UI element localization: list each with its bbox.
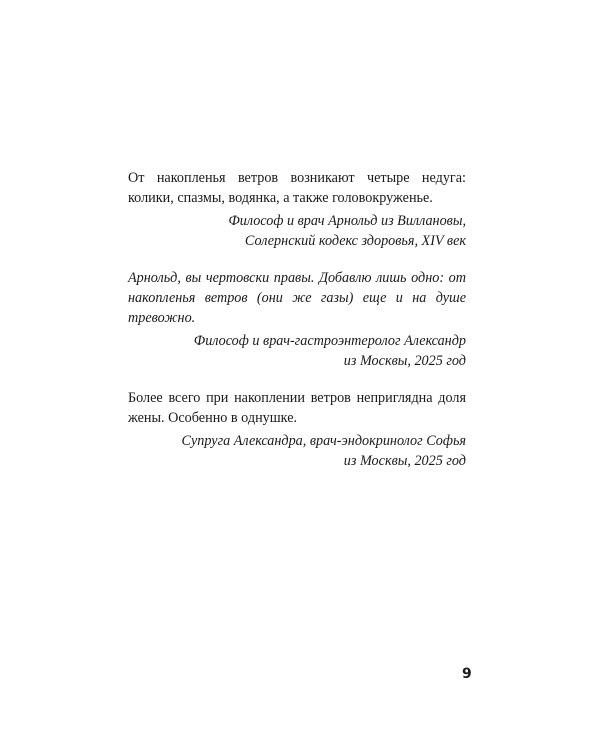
epigraph-attribution [128, 211, 466, 251]
attribution-line: Солернский кодекс здоровья, XIV век [244, 233, 466, 249]
epigraph-attribution [128, 331, 466, 371]
epigraph-arnold [128, 168, 466, 251]
attribution-line: Философ и врач-гастроэнтеролог Александр [193, 333, 466, 349]
epigraph-attribution [128, 431, 466, 471]
epigraphs-block [128, 168, 466, 488]
epigraph-text: Более всего при накоплении ветров непригляднa доля жены. Особенно в однушке. [128, 390, 466, 426]
epigraph-text: Арнольд, вы чертовски правы. Добавлю лишь одно: от накопленья ветров (они же газы) еще и на душе тревожно. [128, 270, 466, 326]
attribution-line: Супруга Александра, врач-эндокринолог Софья [181, 433, 466, 449]
attribution-line: Философ и врач Арнольд из Виллановы, [228, 213, 466, 229]
epigraph-text: От накопленья ветров возникают четыре недуга: колики, спазмы, водянка, а также головокруженье. [128, 170, 466, 206]
epigraph-sofya [128, 388, 466, 471]
page-number: 9 [462, 666, 472, 682]
epigraph-alexander [128, 268, 466, 371]
attribution-line: из Москвы, 2025 год [343, 453, 466, 469]
attribution-line: из Москвы, 2025 год [343, 353, 466, 369]
